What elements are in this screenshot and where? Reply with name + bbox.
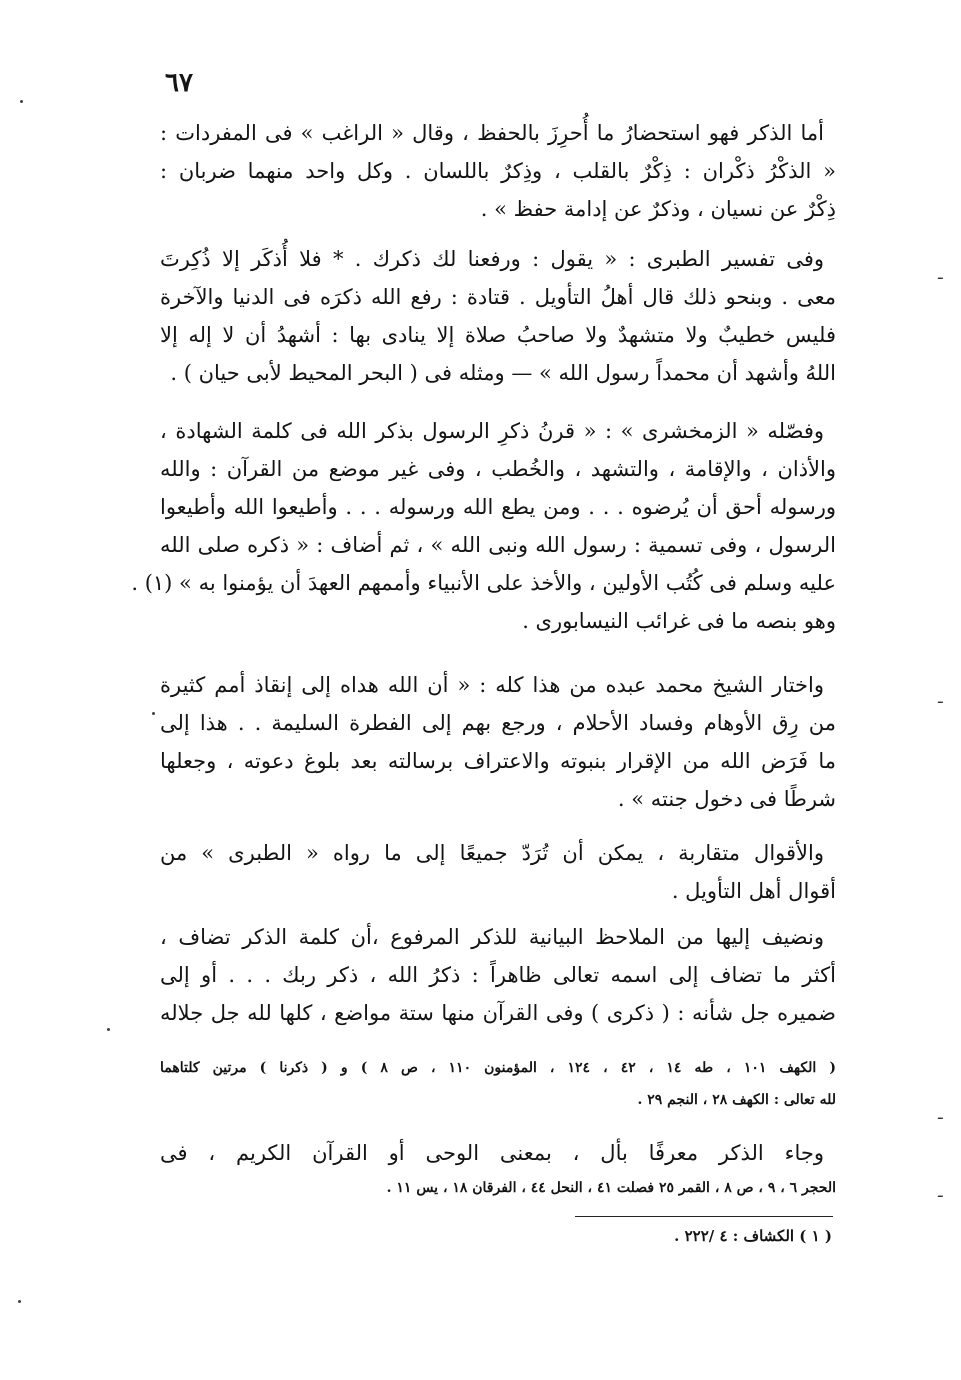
scan-speck [107, 1028, 110, 1031]
margin-mark: ـ [938, 688, 943, 707]
paragraph-3 [131, 412, 836, 640]
text-line: معى . وبنحو ذلك قال أهلُ التأويل . قتادة : رفع الله ذكرَه فى الدنيا والآخرة [160, 285, 836, 309]
reference-line: لله تعالى : الكهف ٢٨ ، النجم ٢٩ . [637, 1092, 836, 1108]
text-line: وفصّله « الزمخشرى » : « قرنُ ذكرِ الرسول بذكر الله فى كلمة الشهادة ، [160, 419, 824, 443]
text-line: شرطًا فى دخول جنته » . [617, 787, 836, 811]
reference-line: الحجر ٦ ، ٩ ، ص ٨ ، القمر ٢٥ فصلت ٤١ ، النحل ٤٤ ، الفرقان ١٨ ، يس ١١ . [386, 1180, 836, 1196]
reference-line: ( الكهف ١٠١ ، طه ١٤ ، ٤٢ ، ١٢٤ ، المؤمنون ١١٠ ، ص ٨ ) و ( ذكرنا ) مرتين كلتاهما [160, 1060, 836, 1076]
text-line: أقوال أهل التأويل . [671, 879, 836, 903]
margin-mark: ـ [938, 1182, 943, 1201]
text-line: وفى تفسير الطبرى : « يقول : ورفعنا لك ذكرك . * فلا أُذكَر إلا ذُكِرتَ [160, 247, 824, 271]
text-line: والأقوال متقاربة ، يمكن أن تُرَدّ جميعًا إلى ما رواه « الطبرى » من [160, 841, 824, 865]
footnote-divider [575, 1216, 833, 1217]
paragraph-5 [160, 834, 836, 910]
text-line: ما فَرَض الله من الإقرار بنبوته والاعتراف برسالته بعد بلوغ دعوته ، وجعلها [160, 749, 836, 773]
text-line: واختار الشيخ محمد عبده من هذا كله : « أن الله هداه إلى إنقاذ أمم كثيرة [160, 673, 824, 697]
margin-mark: ـ [938, 264, 943, 283]
text-line: أكثر ما تضاف إلى اسمه تعالى ظاهراً : ذكرُ الله ، ذكر ربك . . . أو إلى [160, 963, 836, 987]
text-line: ضميره جل شأنه : ( ذكرى ) وفى القرآن منها ستة مواضع ، كلها لله جل جلاله [160, 1001, 836, 1025]
text-line: وهو بنصه ما فى غرائب النيسابورى . [522, 609, 836, 633]
footnote: ( ١ ) الكشاف : ٤ /٢٢٢ . [674, 1227, 832, 1245]
paragraph-4 [160, 666, 836, 818]
reference-block [160, 1052, 836, 1116]
text-line: ذِكْرٌ عن نسيان ، وذكرٌ عن إدامة حفظ » . [480, 197, 836, 221]
text-line: من رِق الأوهام وفساد الأحلام ، ورجع بهم إلى الفطرة السليمة . . هذا إلى [160, 711, 836, 735]
paragraph-2 [160, 240, 836, 392]
page-number: ٦٧ [165, 68, 193, 98]
text-line: ونضيف إليها من الملاحظ البيانية للذكر المرفوع ،أن كلمة الذكر تضاف ، [160, 925, 824, 949]
paragraph-6 [160, 918, 836, 1032]
scan-speck [20, 100, 23, 103]
scan-speck [152, 712, 155, 715]
text-line: اللهُ وأشهد أن محمداً رسول الله » — ومثله فى ( البحر المحيط لأبى حيان ) . [170, 361, 836, 385]
text-line: ورسوله أحق أن يُرضوه . . . ومن يطع الله ورسوله . . . وأطيعوا الله وأطيعوا [160, 495, 836, 519]
scan-speck [18, 1300, 21, 1303]
paragraph-1 [160, 114, 836, 228]
text-line: الرسول ، وفى تسمية : رسول الله ونبى الله » ، ثم أضاف : « ذكره صلى الله [160, 533, 836, 557]
text-line: عليه وسلم فى كُتُب الأولين ، والأخذ على الأنبياء وأممهم العهدَ أن يؤمنوا به » (١) . [131, 571, 836, 595]
text-line: أما الذكر فهو استحضارُ ما أُحرِزَ بالحفظ ، وقال « الراغب » فى المفردات : [160, 121, 824, 145]
margin-mark: ـ [938, 1104, 943, 1123]
text-line: والأذان ، والإقامة ، والتشهد ، والخُطب ، وفى غير موضع من القرآن : والله [160, 457, 836, 481]
paragraph-7 [160, 1134, 836, 1204]
text-line: فليس خطيبٌ ولا متشهدٌ ولا صاحبُ صلاة إلا ينادى بها : أشهدُ أن لا إله إلا [160, 323, 836, 347]
text-line: « الذكْرُ ذكْران : ذِكْرٌ بالقلب ، وذِكرٌ باللسان . وكل واحد منهما ضربان : [160, 159, 836, 183]
text-line: وجاء الذكر معرفًا بأل ، بمعنى الوحى أو القرآن الكريم ، فى [160, 1141, 824, 1165]
